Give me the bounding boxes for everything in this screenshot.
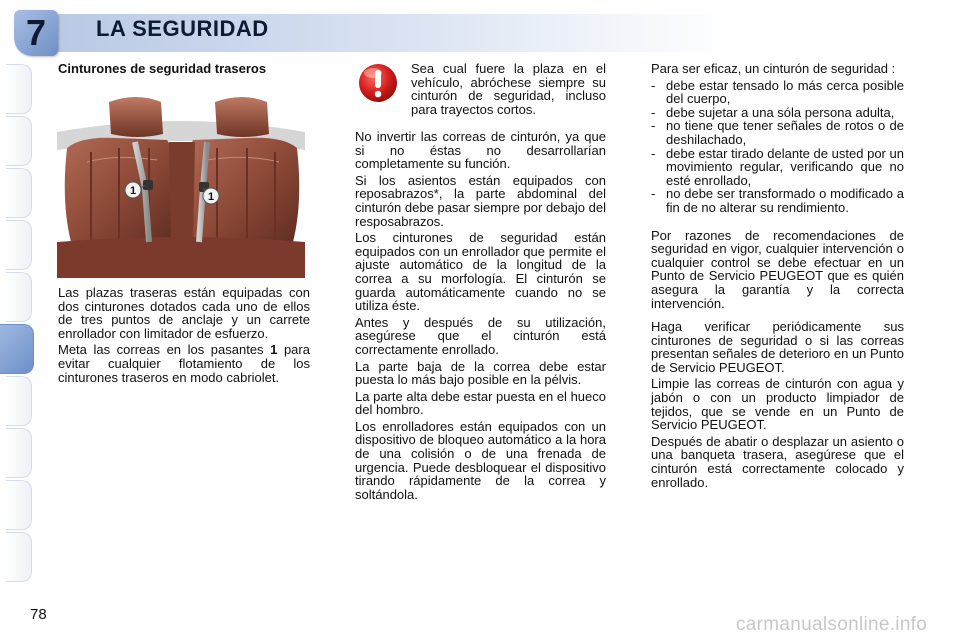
list-item: - debe estar tensado lo más cerca posible del cuerpo, xyxy=(651,77,904,107)
middle-paragraph-6: La parte alta debe estar puesta en el hueco del hombro. xyxy=(355,388,606,418)
chapter-number: 7 xyxy=(25,12,47,53)
rear-seats-illustration xyxy=(57,92,305,278)
list-item-text: debe sujetar a una sóla persona adulta, xyxy=(666,104,895,120)
side-tab-5[interactable] xyxy=(6,272,32,322)
middle-paragraph-5: La parte baja de la correa debe estar puesta lo más bajo posible en la pélvis. xyxy=(355,358,606,388)
page-title: LA SEGURIDAD xyxy=(96,16,269,41)
rear-seats-photo xyxy=(57,92,305,278)
side-tab-4[interactable] xyxy=(6,220,32,270)
exclamation-warning-icon xyxy=(357,62,399,104)
list-item: - no tiene que tener señales de rotos o de deshilachado, xyxy=(651,118,904,147)
right-paragraph-3: Limpie las correas de cinturón con agua y jabón o con un producto limpiador de tejidos, que se vende en un Punto de Servicio PEUGEOT. xyxy=(651,376,904,433)
section-heading: Cinturones de seguridad traseros xyxy=(58,61,267,76)
left-paragraph-2-start: Meta las correas en los pasantes xyxy=(58,342,264,358)
left-paragraph-2-callout: 1 xyxy=(270,342,278,358)
side-tab-10[interactable] xyxy=(6,480,32,530)
left-column xyxy=(58,286,310,387)
side-tab-2[interactable] xyxy=(6,116,32,166)
middle-paragraph-3: Los cinturones de seguridad están equipados con un enrollador que permite el ajuste automático de la longitud de la correa a su morfología. El cinturón se guarda automáticamente cuando no se utiliza éste. xyxy=(355,230,606,314)
right-paragraph-4: Después de abatir o desplazar un asiento o una banqueta trasera, asegúrese que el cinturón está correctamente colocado y enrollado. xyxy=(651,433,904,490)
side-tab-9[interactable] xyxy=(6,428,32,478)
middle-paragraph-1: No invertir las correas de cinturón, ya que si no éstas no desarrollarían completamente su función. xyxy=(355,129,606,172)
left-paragraph-2-end: para evitar cualquier flotamiento de los cinturones traseros en modo cabriolet. xyxy=(58,342,310,385)
left-paragraph-1: Las plazas traseras están equipadas con dos cinturones dotados cada uno de ellos de tres puntos de anclaje y un carrete enrollador con limitador de esfuerzo. xyxy=(58,285,310,341)
list-item-text: debe estar tensado lo más cerca posible del cuerpo, xyxy=(666,77,904,107)
middle-column xyxy=(355,130,606,504)
right-paragraph-1: Por razones de recomendaciones de seguridad en vigor, cualquier intervención o cualquier control se debe efectuar en un Punto de Servicio PEUGEOT que es quién asegura la garantía y la correcta intervención. xyxy=(651,227,904,311)
list-item-text: no debe ser transformado o modificado a fin de no alterar su rendimiento. xyxy=(666,186,904,215)
watermark: carmanualsonline.info xyxy=(736,614,928,635)
middle-paragraph-7: Los enrolladores están equipados con un dispositivo de bloqueo automático a la hora de una colisión o de una frenada de urgencia. Puede desbloquear el dispositivo tirando rápidamente de la correa y soltándola. xyxy=(355,418,606,502)
right-intro: Para ser eficaz, un cinturón de seguridad : xyxy=(651,61,896,76)
chapter-badge xyxy=(14,10,58,56)
side-tab-8[interactable] xyxy=(6,376,32,426)
list-item-text: debe estar tirado delante de usted por un movimiento regular, verificando que no esté enrollado, xyxy=(666,145,904,188)
callout-1-left: 1 xyxy=(129,185,137,197)
chapter-side-tabs xyxy=(0,64,34,576)
list-item: - debe sujetar a una sóla persona adulta, xyxy=(651,104,895,120)
side-tab-11[interactable] xyxy=(6,532,32,582)
list-item: - debe estar tirado delante de usted por un movimiento regular, verificando que no esté enrollado, xyxy=(651,145,904,188)
list-item: - no debe ser transformado o modificado a fin de no alterar su rendimiento. xyxy=(651,186,904,215)
page-number: 78 xyxy=(30,606,47,623)
belt-requirements-list xyxy=(651,79,904,215)
right-column xyxy=(651,62,904,492)
list-item-text: no tiene que tener señales de rotos o de deshilachado, xyxy=(666,118,904,147)
middle-paragraph-2: Si los asientos están equipados con reposabrazos*, la parte abdominal del cinturón debe pasar siempre por debajo del resposabrazos. xyxy=(355,172,606,229)
side-tab-1[interactable] xyxy=(6,64,32,114)
warning-text: Sea cual fuere la plaza en el vehículo, abróchese siempre su cinturón de seguridad, incluso para trayectos cortos. xyxy=(411,61,606,117)
right-paragraph-2: Haga verificar periódicamente sus cinturones de seguridad o si las correas presentan señales de deterioro en un Punto de Servicio PEUGEOT. xyxy=(651,319,904,375)
middle-paragraph-4: Antes y después de su utilización, asegúrese que el cinturón está correctamente enrollado. xyxy=(355,314,606,357)
side-tab-7-active[interactable] xyxy=(0,324,34,374)
left-paragraph-2 xyxy=(58,343,310,384)
side-tab-3[interactable] xyxy=(6,168,32,218)
left-heading-block xyxy=(58,62,310,76)
callout-1-right: 1 xyxy=(207,191,215,203)
